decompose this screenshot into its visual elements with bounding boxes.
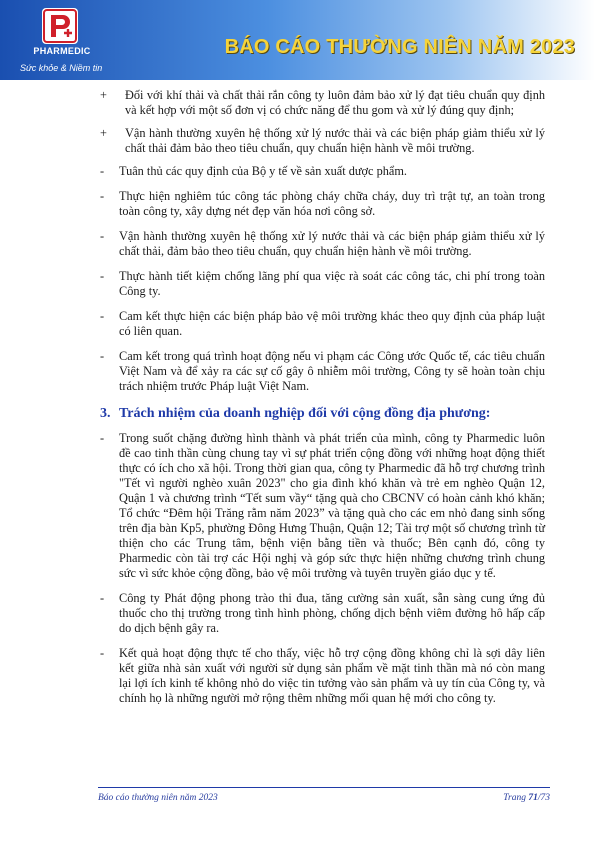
company-slogan: Sức khỏe & Niềm tin: [20, 63, 103, 73]
page-current: 71: [528, 793, 538, 803]
dash-bullet-icon: -: [100, 189, 105, 203]
page-header: [0, 0, 595, 80]
dash-bullet-icon: -: [100, 309, 105, 323]
pharmedic-logo-icon: [42, 8, 78, 44]
dash-bullet-icon: -: [100, 269, 105, 283]
footer-divider: [98, 787, 550, 788]
list-item-text: Kết quả hoạt động thực tế cho thấy, việc hỗ trợ cộng đồng không chỉ là sợi dây liên kết giữa nhà sản xuất với người sử dụng sản phẩm về mặt tinh thần mà nó còn mang lại lợi ích kinh tế không nhỏ do việc tin tưởng vào sản phẩm và uy tín của Công ty, và chính họ là những người mở rộng thêm những mối quan hệ mới cho công ty.: [119, 646, 545, 705]
footer-report-name: Báo cáo thường niên năm 2023: [98, 793, 218, 803]
dash-bullet-icon: -: [100, 164, 105, 178]
list-item-text: Công ty Phát động phong trào thi đua, tăng cường sản xuất, sẵn sàng cung ứng đủ thuốc cho thị trường trong tình hình phòng, chống dịch bệnh viêm đường hô hấp cấp do dịch bệnh gây ra.: [119, 591, 545, 635]
page-body: [100, 88, 545, 716]
list-item: [100, 229, 545, 259]
list-item-text: Trong suốt chặng đường hình thành và phát triển của mình, công ty Pharmedic luôn đề cao tinh thần cùng chung tay vì sự phát triển cộng đồng với những hoạt động thiết thực có ích cho xã hội. Trong thời gian qua, công ty Pharmedic đã hỗ trợ chương trình "Tết vì người nghèo xuân 2023" cho gia đình khó khăn và trẻ em nghèo Quận 12, Quận 1 và chương trình “Tết sum vầy“ tặng quà cho CBCNV có hoàn cảnh khó khăn; Tổ chức “Đêm hội Trăng rằm năm 2023” và tặng quà cho các em nhỏ đang sinh sống trên địa bàn Kp5, phường Đông Hưng Thuận, Quận 12; Tài trợ một số chương trình từ thiện cho các Trung tâm, bệnh viện bằng tiền và thuốc; Bên cạnh đó, công ty Pharmedic còn tài trợ các Hội nghị và góp sức thực hiện những chương trình chung sức vì sức khỏe cộng đồng, bảo vệ môi trường và tuyên truyền giáo dục y tế.: [119, 431, 545, 580]
list-item: [100, 309, 545, 339]
section-title: Trách nhiệm của doanh nghiệp đối với cộng đồng địa phương:: [119, 406, 491, 421]
list-item: [100, 189, 545, 219]
plus-bullet-icon: +: [100, 126, 107, 140]
list-item: [100, 269, 545, 299]
list-item: [100, 164, 545, 179]
list-item: [100, 349, 545, 394]
dash-bullet-icon: -: [100, 349, 105, 363]
report-title: BÁO CÁO THƯỜNG NIÊN NĂM 2023: [224, 36, 575, 58]
list-item: [100, 591, 545, 636]
list-item-text: Thực hành tiết kiệm chống lãng phí qua việc rà soát các công tác, chi phí trong toàn Công ty.: [119, 269, 545, 298]
sub-list-item: [100, 126, 545, 156]
list-item: [100, 431, 545, 581]
company-logo: [32, 8, 92, 68]
sub-list-item: [100, 88, 545, 118]
logo-name: PHARMEDIC: [33, 46, 91, 56]
dash-bullet-icon: -: [100, 431, 105, 445]
sub-item-text: Đối với khí thải và chất thải rắn công ty luôn đảm bảo xử lý đạt tiêu chuẩn quy định và kết hợp với một số đơn vị có chức năng để thu gom và xử lý đúng quy định;: [125, 88, 545, 117]
page-prefix: Trang: [503, 793, 529, 803]
list-item-text: Cam kết trong quá trình hoạt động nếu vi phạm các Công ước Quốc tế, các tiêu chuẩn Việt Nam và để xảy ra các sự cố gây ô nhiễm môi trường, Công ty sẽ hoàn toàn chịu trách nhiệm trước Pháp luật Việt Nam.: [119, 349, 545, 393]
section-number: 3.: [100, 406, 111, 421]
list-item: [100, 646, 545, 706]
list-item-text: Cam kết thực hiện các biện pháp bảo vệ môi trường khác theo quy định của pháp luật có liên quan.: [119, 309, 545, 338]
list-item-text: Tuân thủ các quy định của Bộ y tế về sản xuất dược phẩm.: [119, 164, 407, 178]
dash-bullet-icon: -: [100, 591, 105, 605]
dash-bullet-icon: -: [100, 646, 105, 660]
list-item-text: Thực hiện nghiêm túc công tác phòng cháy chữa cháy, duy trì trật tự, an toàn trong toàn công ty, xây dựng nét đẹp văn hóa nơi công sở.: [119, 189, 545, 218]
page-number: [503, 793, 550, 803]
plus-bullet-icon: +: [100, 88, 107, 102]
list-item-text: Vận hành thường xuyên hệ thống xử lý nước thải và các biện pháp giảm thiểu xử lý chất thải, đảm bảo theo tiêu chuẩn, quy chuẩn hiện hành về môi trường.: [119, 229, 545, 258]
sub-item-text: Vận hành thường xuyên hệ thống xử lý nước thải và các biện pháp giảm thiểu xử lý chất thải đảm bảo theo tiêu chuẩn, quy chuẩn hiện hành về môi trường.: [125, 126, 545, 155]
page-total: /73: [537, 793, 550, 803]
dash-bullet-icon: -: [100, 229, 105, 243]
section-heading: [100, 406, 545, 421]
